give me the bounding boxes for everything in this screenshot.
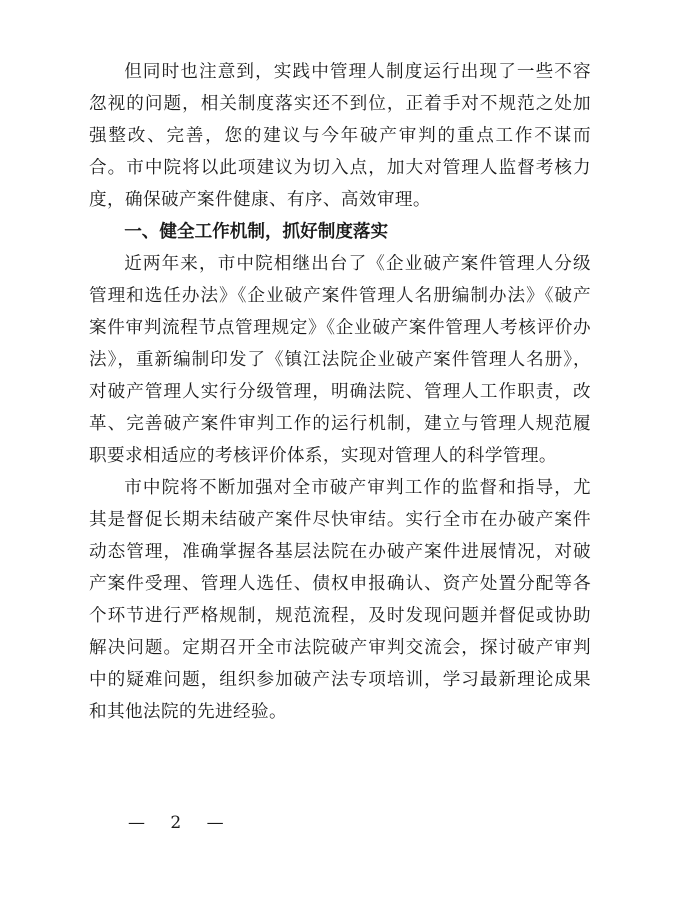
section-heading: 一、健全工作机制，抓好制度落实 — [124, 222, 389, 242]
paragraph-supervision: 市中院将不断加强对全市破产审判工作的监督和指导，尤其是督促长期未结破产案件尽快审结。实行全市在办破产案件动态管理，准确掌握各基层法院在办破产案件进展情况，对破产案件受理、管理人选任、债权申报确认、资产处置分配等各个环节进行严格规制，规范流程，及时发现问题并督促或协助解决问题。定期召开全市法院破产审判交流会，探讨破产审判中的疑难问题，组织参加破产法专项培训，学习最新理论成果和其他法院的先进经验。 — [89, 478, 591, 722]
page-number: — 2 — — [128, 813, 234, 833]
paragraph-intro: 但同时也注意到，实践中管理人制度运行出现了一些不容忽视的问题，相关制度落实还不到位，正着手对不规范之处加强整改、完善，您的建议与今年破产审判的重点工作不谋而合。市中院将以此项建议为切入点，加大对管理人监督考核力度，确保破产案件健康、有序、高效审理。 — [89, 62, 591, 210]
document-page — [89, 56, 591, 728]
paragraph-measures: 近两年来，市中院相继出台了《企业破产案件管理人分级管理和选任办法》《企业破产案件管理人名册编制办法》《破产案件审判流程节点管理规定》《企业破产案件管理人考核评价办法》，重新编制印发了《镇江法院企业破产案件管理人名册》，对破产管理人实行分级管理，明确法院、管理人工作职责，改革、完善破产案件审判工作的运行机制，建立与管理人规范履职要求相适应的考核评价体系，实现对管理人的科学管理。 — [89, 254, 591, 466]
